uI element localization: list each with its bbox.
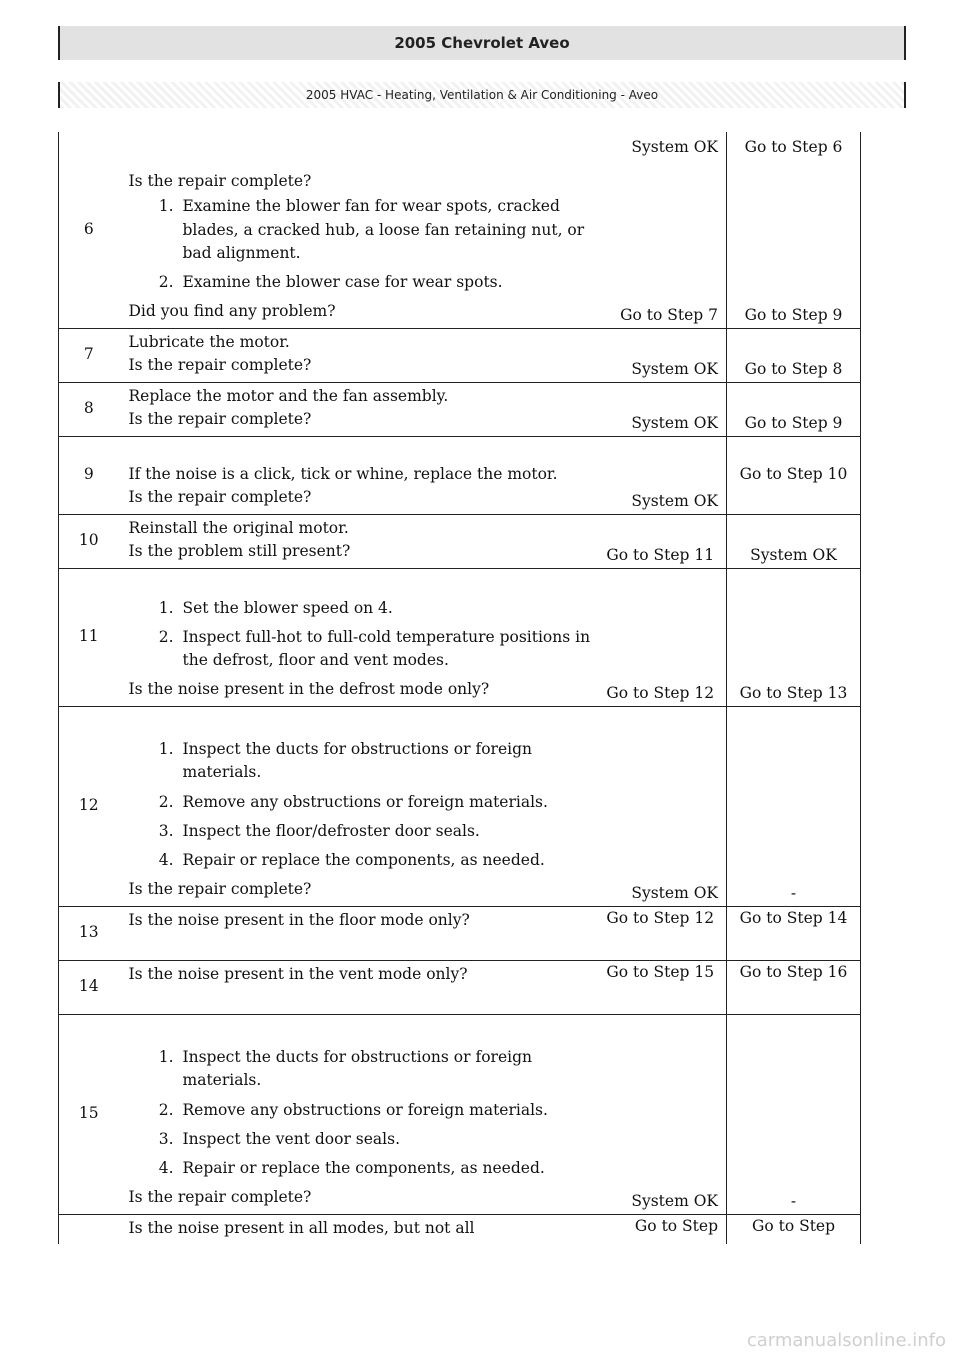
step-substeps xyxy=(129,738,591,872)
list-item: 4. Repair or replace the components, as needed. xyxy=(179,1157,591,1180)
step-number: 12 xyxy=(59,706,119,906)
step-question: Is the noise present in the defrost mode only? xyxy=(128,680,490,699)
step-number: 8 xyxy=(59,382,119,436)
list-item: 1. Examine the blower fan for wear spots, cracked blades, a cracked hub, a loose fan retaining nut, or bad alignment. xyxy=(179,195,591,265)
table-row xyxy=(59,514,861,568)
step-question: Is the problem still present? xyxy=(128,542,351,561)
step-no: - xyxy=(727,1014,861,1214)
step-no xyxy=(727,132,861,328)
step-number: 15 xyxy=(59,1014,119,1214)
step-question: Is the repair complete? xyxy=(128,880,312,899)
step-text: Lubricate the motor. xyxy=(128,333,290,351)
step-yes: Go to Step xyxy=(634,1216,718,1235)
step-action xyxy=(119,1014,597,1214)
list-item: 4. Repair or replace the components, as needed. xyxy=(179,849,591,872)
step-yes: Go to Step 12 xyxy=(597,568,727,706)
step-action xyxy=(119,328,597,382)
step-pre-yes: System OK xyxy=(631,138,718,156)
step-yes: Go to Step 11 xyxy=(597,514,727,568)
step-question: Is the repair complete? xyxy=(128,356,312,375)
step-no: Go to Step 13 xyxy=(727,568,861,706)
step-question: Did you find any problem? xyxy=(128,302,336,321)
list-item: 1. Inspect the ducts for obstructions or foreign materials. xyxy=(179,1046,591,1093)
document-subtitle: 2005 HVAC - Heating, Ventilation & Air Conditioning - Aveo xyxy=(58,82,906,108)
step-pre-question: Is the repair complete? xyxy=(128,172,312,190)
step-no: Go to Step 16 xyxy=(727,960,861,1014)
step-no: Go to Step 8 xyxy=(727,328,861,382)
step-substeps xyxy=(129,195,591,294)
list-item: 2. Inspect full-hot to full-cold temperature positions in the defrost, floor and vent modes. xyxy=(179,626,591,673)
step-action xyxy=(119,514,597,568)
step-yes: Go to Step 12 xyxy=(597,906,727,960)
step-question: Is the noise present in the vent mode only? xyxy=(128,964,468,983)
step-yes xyxy=(597,132,727,328)
step-question: Is the noise present in all modes, but not all xyxy=(128,1218,475,1237)
step-number: 11 xyxy=(59,568,119,706)
step-no: - xyxy=(727,706,861,906)
watermark: carmanualsonline.info xyxy=(746,1330,946,1351)
step-action xyxy=(119,132,597,328)
step-text: If the noise is a click, tick or whine, replace the motor. xyxy=(128,465,558,483)
list-item: 3. Inspect the floor/defroster door seals. xyxy=(179,820,591,843)
list-item: 3. Inspect the vent door seals. xyxy=(179,1128,591,1151)
table-row xyxy=(59,568,861,706)
step-yes-result: Go to Step 7 xyxy=(620,305,718,324)
list-item: 1. Set the blower speed on 4. xyxy=(179,597,591,620)
step-no: Go to Step 10 xyxy=(727,436,861,514)
table-row xyxy=(59,706,861,906)
step-pre-no: Go to Step 6 xyxy=(744,138,843,156)
list-item: 2. Remove any obstructions or foreign materials. xyxy=(179,1099,591,1122)
table-row xyxy=(59,132,861,328)
step-yes: System OK xyxy=(597,382,727,436)
step-number: 10 xyxy=(59,514,119,568)
step-yes: System OK xyxy=(597,436,727,514)
step-no: System OK xyxy=(727,514,861,568)
step-question: Is the repair complete? xyxy=(128,1188,312,1207)
step-number xyxy=(59,1214,119,1244)
table-row xyxy=(59,328,861,382)
step-action xyxy=(119,382,597,436)
table-row xyxy=(59,906,861,960)
step-no: Go to Step xyxy=(727,1214,861,1244)
step-action xyxy=(119,906,597,960)
step-action xyxy=(119,1214,597,1244)
table-row xyxy=(59,1214,861,1244)
table-row xyxy=(59,436,861,514)
step-number: 6 xyxy=(59,132,119,328)
step-number: 7 xyxy=(59,328,119,382)
step-action xyxy=(119,706,597,906)
step-yes: System OK xyxy=(597,1014,727,1214)
step-text: Replace the motor and the fan assembly. xyxy=(128,387,449,405)
step-no: Go to Step 9 xyxy=(727,382,861,436)
document-title: 2005 Chevrolet Aveo xyxy=(58,26,906,60)
step-question: Is the repair complete? xyxy=(128,410,312,429)
diagnostic-table xyxy=(58,132,861,1244)
step-number: 14 xyxy=(59,960,119,1014)
step-number: 9 xyxy=(59,436,119,514)
step-text: Reinstall the original motor. xyxy=(128,519,349,537)
list-item: 1. Inspect the ducts for obstructions or foreign materials. xyxy=(179,738,591,785)
list-item: 2. Examine the blower case for wear spots. xyxy=(179,271,591,294)
table-row xyxy=(59,960,861,1014)
step-action xyxy=(119,960,597,1014)
step-yes: System OK xyxy=(597,706,727,906)
table-row xyxy=(59,382,861,436)
document-header xyxy=(58,26,906,102)
list-item: 2. Remove any obstructions or foreign materials. xyxy=(179,791,591,814)
step-no-result: Go to Step 9 xyxy=(744,305,843,324)
table-row xyxy=(59,1014,861,1214)
step-yes: Go to Step 15 xyxy=(597,960,727,1014)
step-action xyxy=(119,436,597,514)
step-yes: System OK xyxy=(597,328,727,382)
step-question: Is the noise present in the floor mode only? xyxy=(128,910,470,929)
step-substeps xyxy=(129,1046,591,1180)
step-substeps xyxy=(129,597,591,673)
step-no: Go to Step 14 xyxy=(727,906,861,960)
step-question: Is the repair complete? xyxy=(128,488,312,507)
step-number: 13 xyxy=(59,906,119,960)
step-action xyxy=(119,568,597,706)
